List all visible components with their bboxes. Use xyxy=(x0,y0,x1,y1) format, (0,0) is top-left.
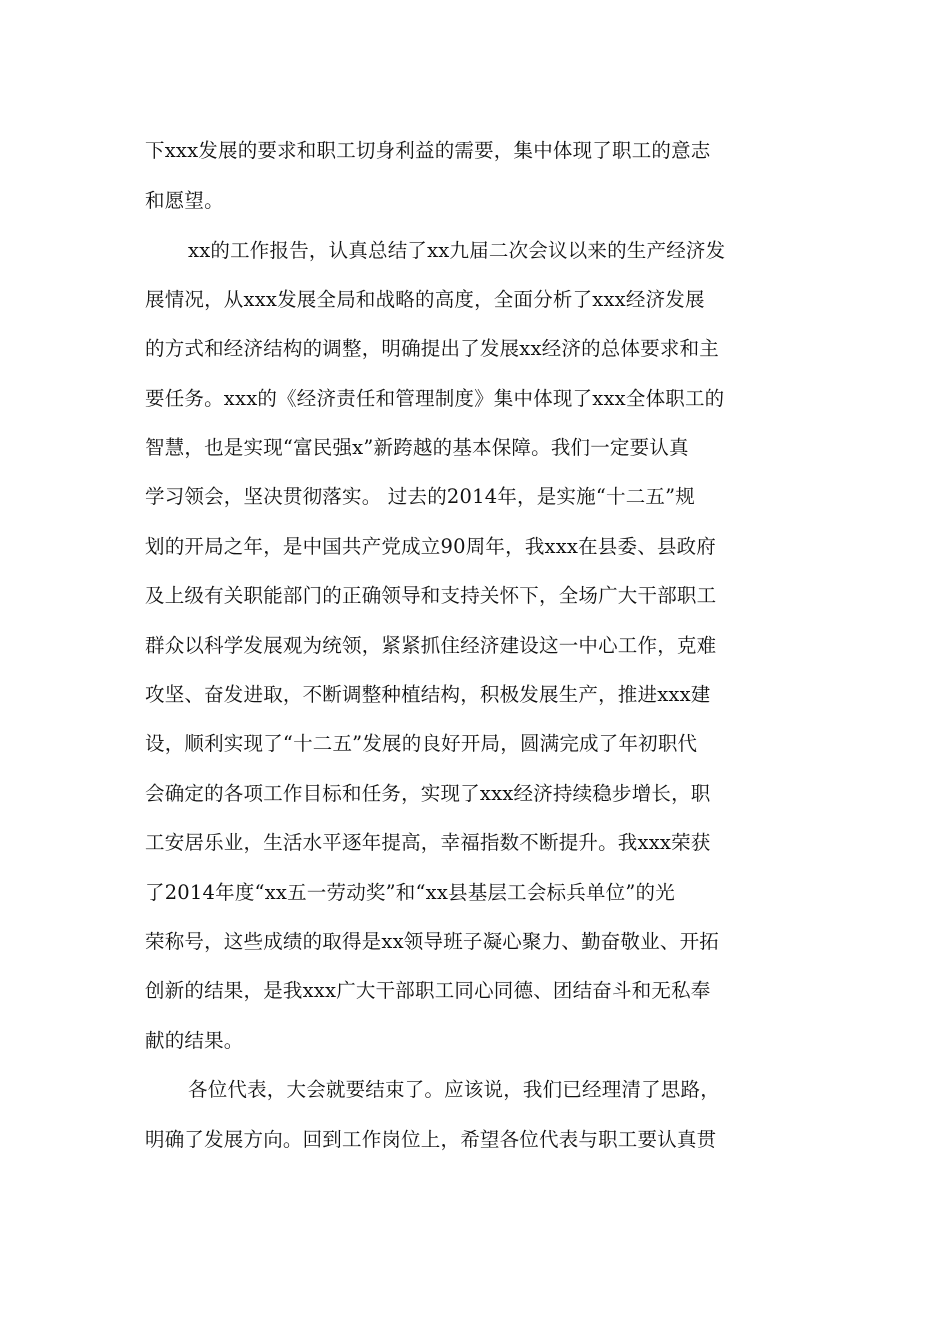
text-line: 荣称号，这些成绩的取得是xx领导班子凝心聚力、勤奋敬业、开拓 xyxy=(145,930,719,953)
text-line: 攻坚、奋发进取，不断调整种植结构，积极发展生产，推进xxx建 xyxy=(145,683,711,706)
text-line: 明确了发展方向。回到工作岗位上，希望各位代表与职工要认真贯 xyxy=(145,1128,717,1151)
text-line: 会确定的各项工作目标和任务，实现了xxx经济持续稳步增长，职 xyxy=(145,782,711,805)
text-line: 下xxx发展的要求和职工切身利益的需要，集中体现了职工的意志 xyxy=(145,139,711,162)
text-line: 了2014年度“xx五一劳动奖”和“xx县基层工会标兵单位”的光 xyxy=(145,881,675,904)
text-line: 设，顺利实现了“十二五”发展的良好开局，圆满完成了年初职代 xyxy=(145,732,698,755)
text-line: 创新的结果，是我xxx广大干部职工同心同德、团结奋斗和无私奉 xyxy=(145,979,711,1002)
text-line: 工安居乐业，生活水平逐年提高，幸福指数不断提升。我xxx荣获 xyxy=(145,831,711,854)
text-line: xx的工作报告，认真总结了xx九届二次会议以来的生产经济发 xyxy=(188,239,726,262)
text-line: 各位代表，大会就要结束了。应该说，我们已经理清了思路， xyxy=(188,1078,720,1101)
text-line: 及上级有关职能部门的正确领导和支持关怀下，全场广大干部职工 xyxy=(145,584,717,607)
text-line: 的方式和经济结构的调整，明确提出了发展xx经济的总体要求和主 xyxy=(145,337,719,360)
text-line: 智慧，也是实现“富民强x”新跨越的基本保障。我们一定要认真 xyxy=(145,436,689,459)
text-line: 要任务。xxx的《经济责任和管理制度》集中体现了xxx全体职工的 xyxy=(145,387,725,410)
text-line: 献的结果。 xyxy=(145,1029,244,1052)
text-line: 和愿望。 xyxy=(145,189,224,212)
text-line: 学习领会，坚决贯彻落实。 过去的2014年，是实施“十二五”规 xyxy=(145,485,695,508)
text-line: 群众以科学发展观为统领，紧紧抓住经济建设这一中心工作，克难 xyxy=(145,634,717,657)
text-line: 展情况，从xxx发展全局和战略的高度，全面分析了xxx经济发展 xyxy=(145,288,705,311)
text-line: 划的开局之年，是中国共产党成立90周年，我xxx在县委、县政府 xyxy=(145,535,717,558)
